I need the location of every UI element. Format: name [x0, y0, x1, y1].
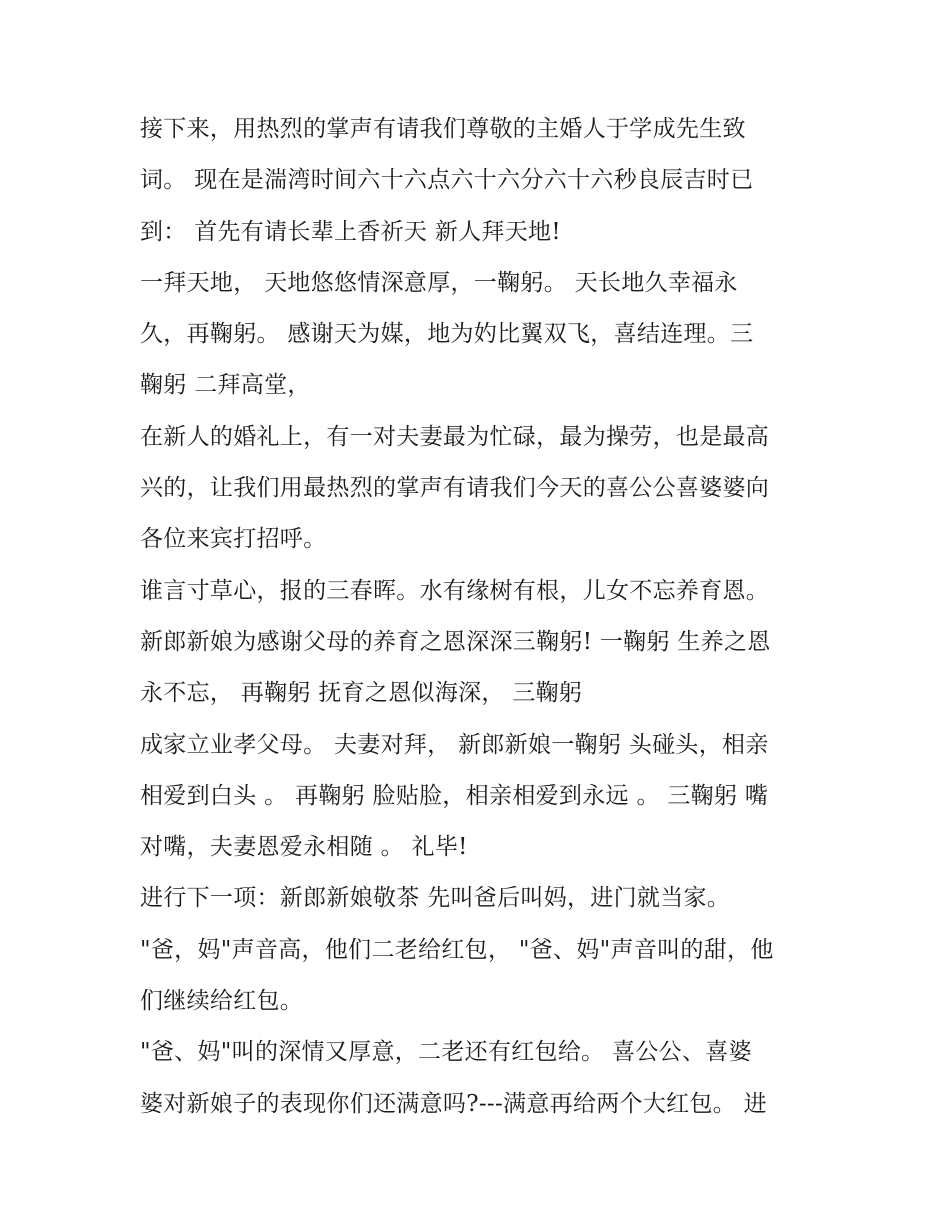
- text-line: 新郎新娘为感谢父母的养育之恩深深三鞠躬! 一鞠躬 生养之恩: [140, 628, 771, 655]
- text-line: 各位来宾打招呼。: [140, 526, 327, 553]
- text-line: 们继续给红包。: [140, 988, 304, 1015]
- text-line: 兴的，让我们用最热烈的掌声有请我们今天的喜公公喜婆婆向: [140, 475, 770, 502]
- text-line: 鞠躬 二拜高堂，: [140, 372, 311, 399]
- text-line: 词。 现在是湍湾时间六十六点六十六分六十六秒良辰吉时已: [140, 167, 754, 194]
- text-line: 在新人的婚礼上，有一对夫妻最为忙碌，最为操劳，也是最高: [140, 423, 770, 450]
- text-line: 成家立业孝父母。 夫妻对拜， 新郎新娘一鞠躬 头碰头，相亲: [140, 731, 769, 758]
- text-line: 久，再鞠躬。 感谢天为媒，地为妁比翼双飞，喜结连理。三: [140, 321, 754, 348]
- text-line: 一拜天地， 天地悠悠情深意厚，一鞠躬。 天长地久幸福永: [140, 269, 738, 296]
- text-line: 对嘴，夫妻恩爱永相随 。 礼毕!: [140, 834, 468, 861]
- text-line: 谁言寸草心，报的三春晖。水有缘树有根，儿女不忘养育恩。: [140, 577, 770, 604]
- text-line: "爸、妈"叫的深情又厚意，二老还有红包给。 喜公公、喜婆: [140, 1039, 752, 1066]
- text-line: 婆对新娘子的表现你们还满意吗?---满意再给两个大红包。 进: [140, 1090, 767, 1117]
- body-text: [140, 104, 820, 1130]
- text-line: 接下来，用热烈的掌声有请我们尊敬的主婚人于学成先生致: [140, 116, 746, 142]
- text-line: "爸，妈"声音高，他们二老给红包， "爸、妈"声音叫的甜，他: [140, 936, 774, 963]
- text-line: 进行下一项：新郎新娘敬茶 先叫爸后叫妈，进门就当家。: [140, 885, 731, 912]
- text-line: 相爱到白头 。 再鞠躬 脸贴脸，相亲相爱到永远 。 三鞠躬 嘴: [140, 782, 769, 809]
- text-line: 到： 首先有请长辈上香祈天 新人拜天地!: [140, 218, 561, 245]
- text-line: 永不忘， 再鞠躬 抚育之恩似海深， 三鞠躬: [140, 680, 583, 707]
